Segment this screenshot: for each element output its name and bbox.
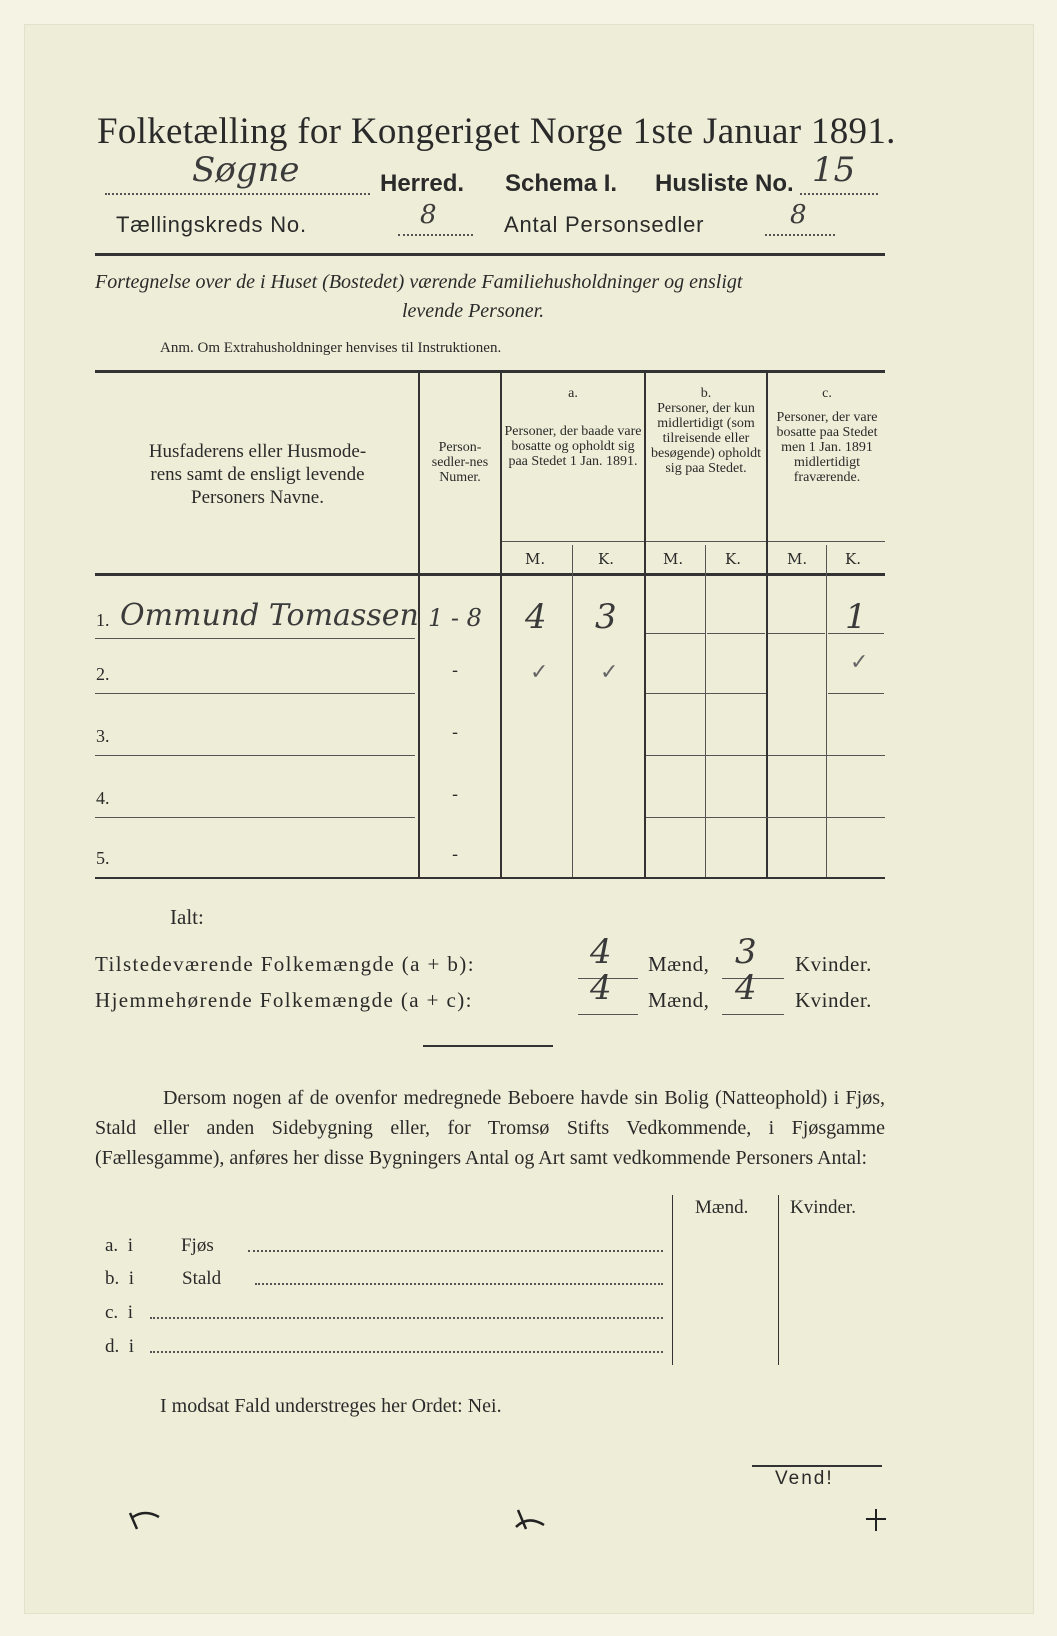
row-1-c-k: 1 [845,597,867,637]
b-m-rule-1 [646,633,706,634]
b-k-rule-1 [707,633,765,634]
row-3-sedler: - [452,722,459,743]
vend-label: Vend! [775,1468,834,1489]
form-title: Folketælling for Kongeriget Norge 1ste Januar 1891. [97,111,896,152]
row-2-sedler: - [452,660,459,681]
col-c-letter: c. [822,386,832,401]
row-2-num: 2. [96,664,110,684]
total-line-2-label: Hjemmehørende Folkemængde (a + c): [95,988,473,1012]
bld-row-c [105,1302,133,1324]
col-divider-a [644,372,646,877]
bld-row-b-leader [255,1283,663,1285]
bld-row-c-letter: c. [105,1302,119,1323]
col-name-header [105,440,410,509]
b-rule-3 [646,755,766,756]
row-2-a-k-check: ✓ [600,660,619,685]
col-name-header-line-1: Husfaderens eller Husmode- [148,441,367,462]
kreds-label: Tællingskreds No. [116,212,307,237]
herred-value: Søgne [192,150,300,190]
col-divider-b [766,372,768,877]
row-5-num: 5. [96,848,110,868]
ialt-label: Ialt: [170,905,204,929]
bld-row-d-leader [150,1351,663,1353]
row-1-sedler: 1 - 8 [428,604,482,632]
intro-line-1: Fortegnelse over de i Huset (Bostedet) værende Familiehusholdninger og ensligt [95,271,743,293]
col-divider-a-mk [572,545,573,877]
corner-mark-left [125,1505,165,1535]
bld-col-divider-2 [778,1195,779,1365]
col-b-letter: b. [700,386,712,401]
total-line-2-kvinder-word: Kvinder. [795,988,872,1012]
total-line-1-kvinder-word: Kvinder. [795,952,872,976]
col-divider-c-mk [826,545,827,877]
row-1-a-k: 3 [595,597,617,637]
anm-note: Anm. Om Extrahusholdninger henvises til Instruktionen. [160,340,502,356]
row-5-sedler: - [452,844,459,865]
col-divider-num [500,372,502,877]
row-rule-name-1 [95,638,415,639]
kreds-value: 8 [420,200,437,230]
total-line-1-maend-word: Mænd, [648,952,710,976]
row-1-name: Ommund Tomassen [120,598,419,633]
bld-row-b-i: i [128,1268,135,1289]
total-line-1-kvinder: 3 [735,932,757,972]
c-m-rule-1 [768,633,825,634]
bld-row-d-i: i [128,1336,135,1357]
footer-note: I modsat Fald understreges her Ordet: Nei. [160,1395,502,1417]
row-4-num: 4. [96,788,110,808]
total-line-2-maend: 4 [590,968,612,1008]
corner-mark-center [510,1505,550,1535]
bld-row-b [105,1268,221,1290]
col-b-header: Personer, der kun midlertidigt (som tilreisende eller besøgende) opholdt sig paa Stedet. [650,401,762,476]
col-a-header: Personer, der baade vare bosatte og opholdt sig paa Stedet 1 Jan. 1891. [504,424,642,469]
bld-row-d-letter: d. [105,1336,120,1357]
col-a-letter: a. [568,386,578,401]
section-divider [423,1045,553,1047]
husliste-label: Husliste No. [655,170,794,197]
total-line-2-kvinder: 4 [735,968,757,1008]
row-3-num: 3. [96,726,110,746]
bld-row-a-label: Fjøs [180,1235,214,1256]
bld-col-maend: Mænd. [695,1197,749,1218]
a-m-label: M. [525,550,546,568]
bld-row-a-i: i [127,1235,133,1256]
total-line-1-maend: 4 [590,932,612,972]
bld-row-d [105,1336,134,1358]
husliste-value: 15 [812,150,856,190]
mk-rule-c [768,541,885,542]
row-rule-3 [95,817,415,818]
bld-col-divider-1 [672,1195,673,1365]
row-1-num: 1. [96,610,110,630]
row-2-a-m-check: ✓ [530,660,549,685]
col-divider-b-mk [705,545,706,877]
total-line-2-maend-word: Mænd, [648,988,710,1012]
col-name-header-line-2: rens samt de ensligt levende [150,464,365,485]
buildings-paragraph: Dersom nogen af de ovenfor medregnede Beboere havde sin Bolig (Natteophold) i Fjøs, Stald eller anden Sidebygning eller, for Tromsø Stifts Vedkommende, i Fjøsgamme (Fællesgamme), anføres her disse Bygningers Antal og Art samt vedkommende Personers Antal: [95,1087,885,1169]
row-2-c-k-check: ✓ [850,650,869,675]
row-rule-2 [95,755,415,756]
mk-rule-a [502,541,644,542]
corner-mark-right [862,1505,892,1535]
c-k-label: K. [845,550,861,568]
b-rule-2 [646,693,766,694]
vend-rule [752,1465,882,1467]
c-rule-3 [768,755,885,756]
bld-row-b-label: Stald [182,1268,222,1289]
bld-row-a [105,1235,214,1257]
row-rule-1 [95,693,415,694]
col-name-header-line-3: Personers Navne. [191,487,324,508]
col-num-header: Person-sedler-nes Numer. [431,440,489,485]
schema-label: Schema I. [505,170,618,197]
b-k-label: K. [725,550,741,568]
row-4-sedler: - [452,784,459,805]
intro-line-2: levende Personer. [402,300,545,322]
total-line-1-label: Tilstedeværende Folkemængde (a + b): [95,952,475,976]
row-1-a-m: 4 [525,597,547,637]
bld-row-a-letter: a. [105,1235,119,1256]
a-k-label: K. [598,550,614,568]
table-bottom-rule [95,877,885,879]
bld-row-a-leader [248,1250,663,1252]
mk-rule-b [646,541,766,542]
c-m-label: M. [787,550,808,568]
bld-row-b-letter: b. [105,1268,120,1289]
antal-label: Antal Personsedler [504,212,705,237]
header-rule [95,253,885,256]
bc-rule-4 [646,817,885,818]
col-c-header: Personer, der vare bosatte paa Stedet men 1 Jan. 1891 midlertidigt fraværende. [776,410,878,485]
herred-label: Herred. [380,170,465,197]
b-m-label: M. [663,550,684,568]
bld-row-c-i: i [127,1302,133,1323]
c-k-rule-2 [828,693,884,694]
bld-col-kvinder: Kvinder. [790,1197,856,1218]
antal-value: 8 [790,200,807,230]
form-sheet [24,24,1034,1614]
bld-row-c-leader [150,1317,663,1319]
